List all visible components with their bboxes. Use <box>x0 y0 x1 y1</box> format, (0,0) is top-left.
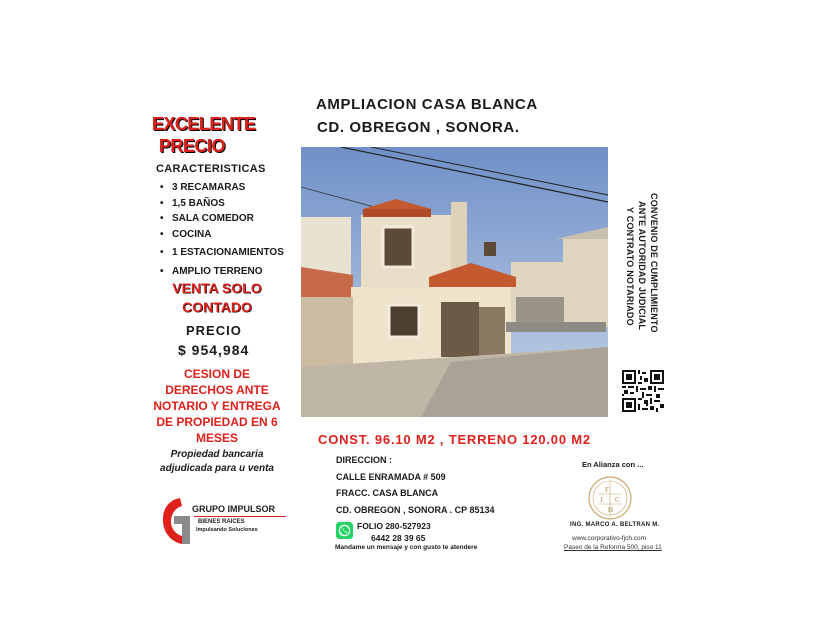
legal-note-line: ANTE AUTORIDAD JUDICIAL <box>637 201 647 331</box>
seal-letter: C <box>615 496 620 504</box>
logo-subtitle: BIENES RAICES <box>198 519 245 525</box>
house-photo <box>301 147 608 417</box>
bank-note-line: Propiedad bancaria <box>170 449 264 460</box>
listing-title: AMPLIACION CASA BLANCA <box>316 96 538 113</box>
whatsapp-icon[interactable] <box>336 522 353 544</box>
grupo-impulsor-logo <box>160 496 288 546</box>
price-label: PRECIO <box>186 323 242 338</box>
legal-note-line: CONVENIO DE CUMPLIMIENTO <box>649 193 659 333</box>
logo-divider <box>194 516 286 517</box>
bank-note-line: adjudicada para u venta <box>160 463 274 474</box>
features-list <box>160 180 284 279</box>
area-measurements: CONST. 96.10 M2 , TERRENO 120.00 M2 <box>318 432 591 447</box>
seal-letter: J <box>600 496 603 504</box>
sale-condition-line-1: VENTA SOLO <box>172 280 262 296</box>
headline <box>152 113 256 157</box>
feature-item: • AMPLIO TERRENO <box>160 264 284 280</box>
alliance-label: En Alianza con ... <box>582 460 644 469</box>
cession-line: NOTARIO Y ENTREGA <box>153 399 281 413</box>
sale-condition-line-2: CONTADO <box>182 299 252 315</box>
logo-mark-icon <box>160 496 194 546</box>
feature-item: • 1,5 BAÑOS <box>160 196 284 212</box>
price-value: $ 954,984 <box>178 342 250 358</box>
property-address <box>336 452 495 518</box>
phone-number[interactable]: 6442 28 39 65 <box>371 533 426 543</box>
address-street: CALLE ENRAMADA # 509 <box>336 471 446 482</box>
headline-line-2: PRECIO <box>159 136 226 156</box>
address-city: CD. OBREGON , SONORA . CP 85134 <box>336 504 495 515</box>
fjch-seal-logo <box>586 474 634 527</box>
feature-item: • COCINA <box>160 227 284 243</box>
feature-item: • 3 RECAMARAS <box>160 180 284 196</box>
cession-line: DERECHOS ANTE <box>165 383 269 397</box>
sale-condition <box>152 279 282 317</box>
feature-item: • 1 ESTACIONAMIENTOS <box>160 245 284 261</box>
seal-letter: F <box>605 486 609 494</box>
features-title: CARACTERISTICAS <box>156 163 266 175</box>
listing-location: CD. OBREGON , SONORA. <box>317 119 520 136</box>
legal-note-line: Y CONTRATO NOTARIADO <box>625 207 635 326</box>
logo-tagline: Impulsando Soluciones <box>196 527 258 533</box>
cession-line: MESES <box>195 431 238 445</box>
contact-message: Mandame un mensaje y con gusto te atendere <box>335 544 478 551</box>
address-neighborhood: FRACC. CASA BLANCA <box>336 488 439 498</box>
website-link[interactable]: www.corporativo-fjch.com <box>572 535 647 542</box>
feature-item: • SALA COMEDOR <box>160 211 284 227</box>
cession-line: CESION DE <box>183 367 250 381</box>
folio-number: FOLIO 280-527923 <box>357 521 431 531</box>
logo-name: GRUPO IMPULSOR <box>192 504 276 514</box>
seal-letter: H <box>608 506 614 514</box>
qr-code-icon[interactable] <box>622 370 664 417</box>
contact-info <box>357 520 431 544</box>
office-address: Paseo de la Reforma 500, piso 11 <box>564 544 662 551</box>
cession-line: DE PROPIEDAD EN 6 <box>156 415 278 429</box>
cession-note <box>152 366 282 446</box>
engineer-name: ING. MARCO A. BELTRAN M. <box>570 522 660 528</box>
bank-note <box>152 448 282 476</box>
address-label: DIRECCION : <box>336 455 392 465</box>
headline-line-1: EXCELENTE <box>152 114 256 134</box>
legal-agreement-note <box>618 193 668 333</box>
